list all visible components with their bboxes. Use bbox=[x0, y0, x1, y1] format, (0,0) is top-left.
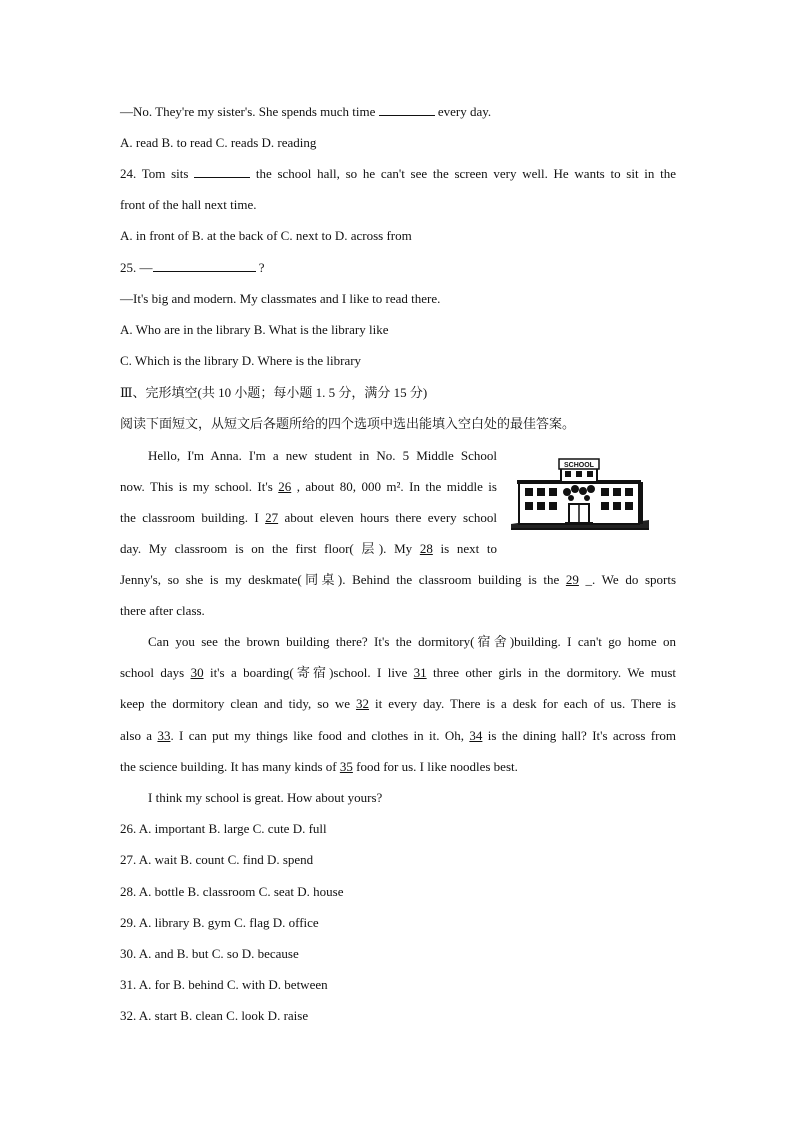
answer-blank bbox=[153, 258, 256, 272]
blank-29: 29 bbox=[565, 572, 579, 587]
q25-stem: 25. — ? bbox=[120, 260, 265, 275]
q24-options: A. in front of B. at the back of C. next to D. across from bbox=[120, 228, 412, 243]
q24-stem: 24. Tom sits the school hall, so he can't see the screen very well. He wants to sit in the bbox=[120, 166, 676, 181]
question-27: 27. A. wait B. count C. find D. spend bbox=[120, 852, 314, 867]
blank-27: 27 bbox=[265, 510, 279, 525]
answer-blank bbox=[194, 164, 250, 178]
blank-31: 31 bbox=[413, 665, 427, 680]
question-26: 26. A. important B. large C. cute D. full bbox=[120, 821, 327, 836]
blank-30: 30 bbox=[190, 665, 204, 680]
answer-blank bbox=[379, 102, 435, 116]
passage-line-11: the science building. It has many kinds of 35 food for us. I like noodles best. bbox=[120, 759, 518, 774]
q25-answer: —It's big and modern. My classmates and I like to read there. bbox=[120, 291, 441, 306]
passage-line-3: the classroom building. I 27 about eleven hours there every school bbox=[120, 510, 497, 525]
passage-line-5: Jenny's, so she is my deskmate(同桌). Behind the classroom building is the 29 _. We do sports bbox=[120, 572, 677, 587]
section-title: Ⅲ、完形填空(共 10 小题；每小题 1. 5 分，满分 15 分) bbox=[120, 385, 428, 400]
school-sign-text: SCHOOL bbox=[564, 462, 594, 469]
passage-line-6: there after class. bbox=[120, 603, 205, 618]
q23-answer-line: —No. They're my sister's. She spends much time every day. bbox=[120, 104, 492, 119]
question-30: 30. A. and B. but C. so D. because bbox=[120, 946, 299, 961]
passage-line-2: now. This is my school. It's 26 , about 80, 000 m². In the middle is bbox=[120, 479, 497, 494]
blank-28: 28 bbox=[419, 541, 433, 556]
blank-35: 35 bbox=[339, 759, 353, 774]
section-instructions: 阅读下面短文，从短文后各题所给的四个选项中选出能填入空白处的最佳答案。 bbox=[120, 416, 576, 431]
passage-line-10: also a 33. I can put my things like food and clothes in it. Oh, 34 is the dining hall? It's across from bbox=[120, 728, 677, 743]
passage-line-7: Can you see the brown building there? It's the dormitory(宿舍)building. I can't go home on bbox=[148, 634, 676, 649]
question-29: 29. A. library B. gym C. flag D. office bbox=[120, 915, 319, 930]
blank-26: 26 bbox=[278, 479, 292, 494]
q25-options-2: C. Which is the library D. Where is the library bbox=[120, 353, 362, 368]
question-32: 32. A. start B. clean C. look D. raise bbox=[120, 1008, 309, 1023]
blank-32: 32 bbox=[355, 696, 369, 711]
passage-line-1: Hello, I'm Anna. I'm a new student in No. 5 Middle School bbox=[148, 448, 497, 463]
question-28: 28. A. bottle B. classroom C. seat D. house bbox=[120, 884, 344, 899]
q24-stem-continued: front of the hall next time. bbox=[120, 197, 257, 212]
passage-line-9: keep the dormitory clean and tidy, so we 32 it every day. There is a desk for each of us. There is bbox=[120, 696, 676, 711]
passage-line-8: school days 30 it's a boarding(寄宿)school. I live 31 three other girls in the dormitory. We must bbox=[120, 665, 677, 680]
school-building-illustration bbox=[509, 458, 651, 534]
question-31: 31. A. for B. behind C. with D. between bbox=[120, 977, 328, 992]
blank-33: 33 bbox=[157, 728, 171, 743]
passage-line-12: I think my school is great. How about yours? bbox=[148, 790, 383, 805]
blank-34: 34 bbox=[469, 728, 483, 743]
passage-line-4: day. My classroom is on the first floor( 层). My 28 is next to bbox=[120, 541, 497, 556]
q25-options-1: A. Who are in the library B. What is the library like bbox=[120, 322, 389, 337]
q23-options: A. read B. to read C. reads D. reading bbox=[120, 135, 317, 150]
